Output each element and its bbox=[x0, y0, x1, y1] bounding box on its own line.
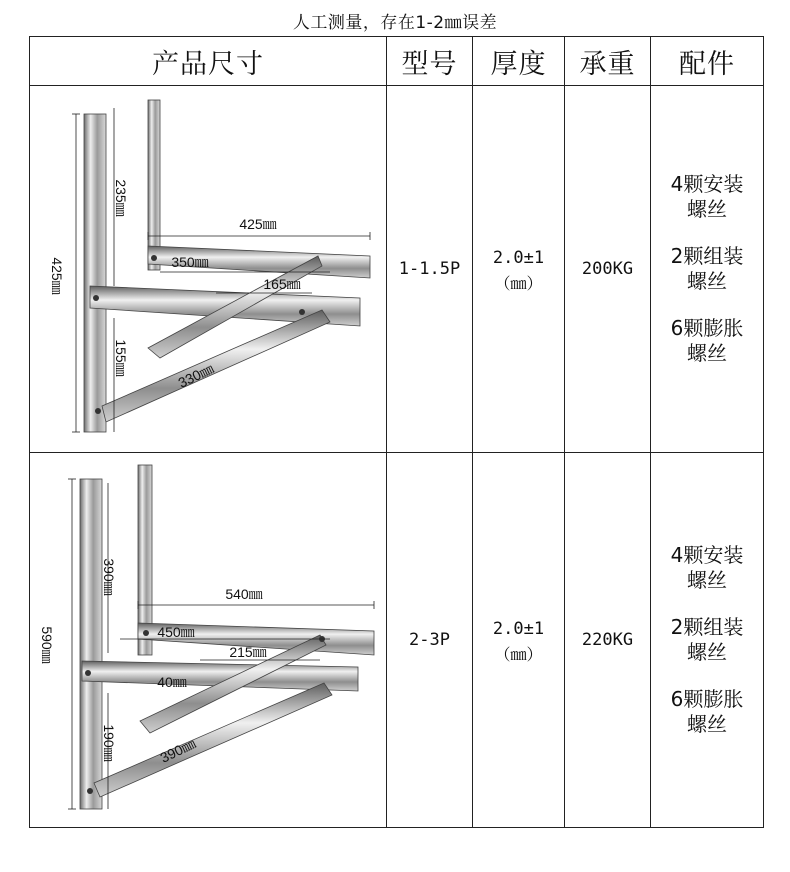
dim-lower: 190㎜ bbox=[101, 724, 117, 762]
dim-brace: 330㎜ bbox=[175, 360, 217, 391]
thickness-cell bbox=[473, 453, 565, 828]
accessory-item: 4颗安装 螺丝 bbox=[670, 543, 744, 592]
load-value: 220KG bbox=[581, 630, 634, 650]
model-cell bbox=[387, 453, 473, 828]
bracket-diagram-cell bbox=[30, 453, 387, 828]
accessory-item: 6颗膨胀 螺丝 bbox=[670, 687, 744, 736]
table-row bbox=[30, 86, 764, 453]
model-value: 1-1.5P bbox=[398, 259, 461, 279]
thickness-unit: （㎜） bbox=[494, 273, 543, 293]
dim-brace: 390㎜ bbox=[157, 735, 199, 766]
bracket-image bbox=[30, 86, 386, 452]
table-row bbox=[30, 453, 764, 828]
dim-lower: 155㎜ bbox=[113, 339, 129, 377]
dim-height: 590㎜ bbox=[39, 626, 55, 664]
dim-upper: 390㎜ bbox=[101, 558, 117, 596]
header-accessories: 配件 bbox=[651, 37, 764, 86]
dim-mid: 215㎜ bbox=[229, 644, 267, 660]
bracket-image bbox=[30, 453, 386, 827]
dim-inner: 450㎜ bbox=[157, 624, 195, 640]
accessories-cell bbox=[651, 453, 764, 828]
load-cell bbox=[565, 86, 651, 453]
load-value: 200KG bbox=[581, 259, 634, 279]
bracket-diagram-cell bbox=[30, 86, 387, 453]
thickness-value: 2.0±1 bbox=[492, 618, 545, 639]
accessory-item: 2颗组装 螺丝 bbox=[670, 615, 744, 664]
spec-table bbox=[29, 36, 764, 828]
thickness-unit: （㎜） bbox=[494, 644, 543, 664]
accessories-cell bbox=[651, 86, 764, 453]
header-size: 产品尺寸 bbox=[30, 37, 387, 86]
accessory-item: 4颗安装 螺丝 bbox=[670, 172, 744, 221]
measurement-note: 人工测量，存在1-2㎜误差 bbox=[292, 13, 498, 33]
thickness-value: 2.0±1 bbox=[492, 247, 545, 268]
header-thickness: 厚度 bbox=[473, 37, 565, 86]
dim-width: 540㎜ bbox=[225, 586, 263, 602]
dim-mid: 165㎜ bbox=[263, 276, 301, 292]
dim-height: 425㎜ bbox=[49, 257, 65, 295]
load-cell bbox=[565, 453, 651, 828]
header-load: 承重 bbox=[565, 37, 651, 86]
accessory-item: 6颗膨胀 螺丝 bbox=[670, 316, 744, 365]
model-cell bbox=[387, 86, 473, 453]
dim-width: 425㎜ bbox=[239, 216, 277, 232]
model-value: 2-3P bbox=[409, 630, 450, 650]
dim-upper: 235㎜ bbox=[113, 179, 129, 217]
header-row bbox=[30, 37, 764, 86]
dim-inner: 350㎜ bbox=[171, 254, 209, 270]
dim-gap: 40㎜ bbox=[157, 674, 187, 690]
thickness-cell bbox=[473, 86, 565, 453]
header-model: 型号 bbox=[387, 37, 473, 86]
accessory-item: 2颗组装 螺丝 bbox=[670, 244, 744, 293]
